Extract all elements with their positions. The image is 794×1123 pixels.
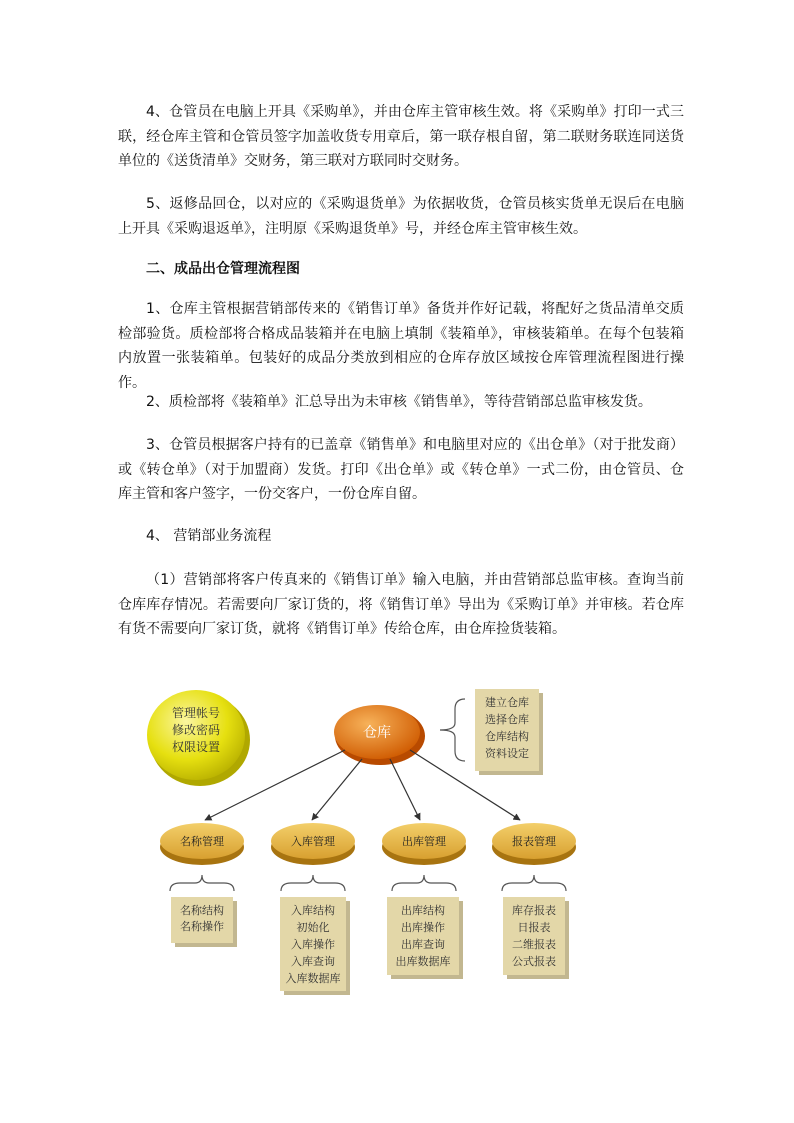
admin-settings-node [147,690,250,786]
outbound-item-4: 出库数据库 [395,955,451,968]
name-item-1: 名称结构 [180,904,224,917]
center-option-3: 仓库结构 [485,730,529,743]
module-report-mgmt-label: 报表管理 [512,835,556,848]
inbound-item-3: 入库操作 [291,938,335,951]
paragraph-step-1: 1、仓库主管根据营销部传来的《销售订单》备货并作好记载，将配好之货品清单交质检部验货。质检部将合格成品装箱并在电脑上填制《装箱单》，审核装箱单。在每个包装箱内放置一张装箱单。包装好的成品分类放到相应的仓库存放区域按仓库管理流程图进行操作。 [118,301,684,391]
outbound-item-2: 出库操作 [401,921,445,934]
inbound-item-4: 入库查询 [291,955,335,968]
module-inbound-mgmt [271,823,355,865]
inbound-item-2: 初始化 [296,921,330,934]
brace-inbound-mgmt [281,875,345,891]
box-inbound-mgmt [280,897,350,995]
arrow-to-inbound-mgmt [312,759,362,820]
paragraph-marketing-1: （1）营销部将客户传真来的《销售订单》输入电脑，并由营销部总监审核。查询当前仓库库存情况。若需要向厂家订货的，将《销售订单》导出为《采购订单》并审核。若仓库有货不需要向厂家订货，就将《销售订单》传给仓库，由仓库捡货装箱。 [118,572,684,637]
arrow-to-outbound-mgmt [390,759,420,820]
warehouse-flow-diagram [140,685,600,1000]
brace-outbound-mgmt [392,875,456,891]
admin-line-2: 修改密码 [171,723,221,737]
module-name-mgmt [160,823,244,865]
report-item-2: 日报表 [517,921,551,934]
paragraph-step-3: 3、仓管员根据客户持有的已盖章《销售单》和电脑里对应的《出仓单》（对于批发商）或《转仓单》（对于加盟商）发货。打印《出仓单》或《转仓单》一式二份，由仓管员、仓库主管和客户签字，一份交客户，一份仓库自留。 [118,437,684,502]
module-inbound-mgmt-label: 入库管理 [291,835,335,848]
brace-report-mgmt [502,875,566,891]
module-name-mgmt-label: 名称管理 [180,835,224,848]
module-outbound-mgmt [382,823,466,865]
module-report-mgmt [492,823,576,865]
outbound-item-1: 出库结构 [401,904,445,917]
module-outbound-mgmt-label: 出库管理 [402,835,446,848]
center-options-brace [440,699,465,761]
warehouse-center-node [334,705,425,765]
report-item-3: 二维报表 [512,938,556,951]
center-option-2: 选择仓库 [485,713,529,726]
brace-name-mgmt [170,875,234,891]
admin-line-1: 管理帐号 [171,706,221,720]
center-option-4: 资料设定 [485,747,529,760]
report-item-4: 公式报表 [512,955,556,968]
box-report-mgmt [503,897,569,979]
section-heading: 二、成品出仓管理流程图 [146,261,300,277]
box-outbound-mgmt [387,897,463,979]
center-options-box [475,689,543,775]
admin-line-3: 权限设置 [171,740,221,754]
outbound-item-3: 出库查询 [401,938,445,951]
box-name-mgmt [171,897,237,947]
inbound-item-5: 入库数据库 [285,972,341,985]
inbound-item-1: 入库结构 [291,904,335,917]
paragraph-marketing-title: 4、 营销部业务流程 [146,528,272,544]
warehouse-center-label: 仓库 [363,725,391,741]
paragraph-step-2: 2、质检部将《装箱单》汇总导出为未审核《销售单》，等待营销部总监审核发货。 [146,394,652,410]
center-option-1: 建立仓库 [485,696,529,709]
paragraph-5: 5、返修品回仓，以对应的《采购退货单》为依据收货，仓管员核实货单无误后在电脑上开具《采购退返单》，注明原《采购退货单》号，并经仓库主管审核生效。 [118,196,684,237]
paragraph-4: 4、仓管员在电脑上开具《采购单》，并由仓库主管审核生效。将《采购单》打印一式三联，经仓库主管和仓管员签字加盖收货专用章后，第一联存根自留，第二联财务联连同送货单位的《送货清单》交财务，第三联对方联同时交财务。 [118,104,684,169]
report-item-1: 库存报表 [512,904,556,917]
name-item-2: 名称操作 [180,920,224,933]
